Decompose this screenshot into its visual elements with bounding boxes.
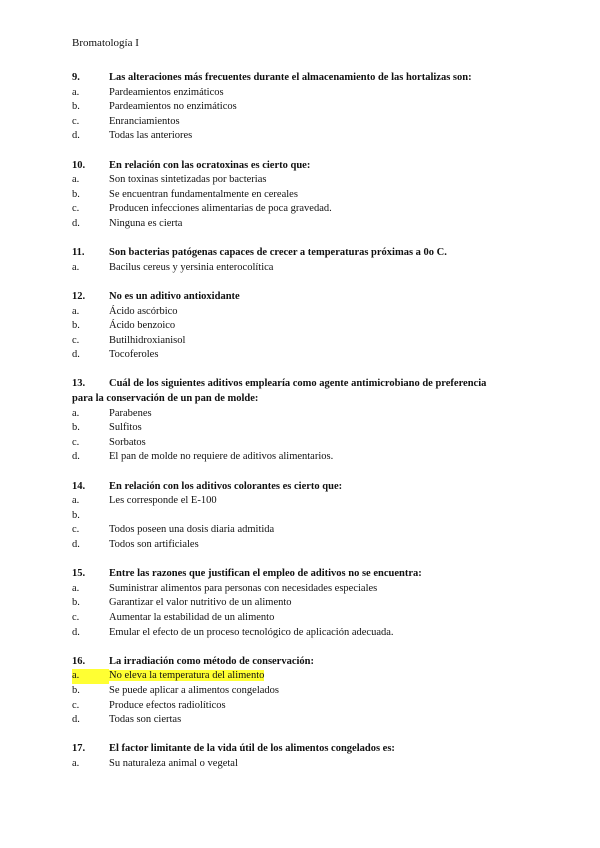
- option-letter: d.: [72, 626, 80, 638]
- option-letter: a.: [72, 86, 80, 98]
- question-number: 10.: [72, 159, 86, 171]
- option-text: [109, 669, 542, 684]
- question-text: Cuál de los siguientes aditivos emplearía como agente antimicrobiano de preferencia: [109, 378, 487, 390]
- option-letter: c.: [72, 115, 80, 127]
- answer-option: [72, 450, 542, 465]
- answer-option: [72, 202, 542, 217]
- option-letter: b.: [72, 320, 80, 332]
- option-letter: d.: [72, 714, 80, 726]
- question-text-continued: para la conservación de un pan de molde:: [72, 393, 259, 405]
- option-text: Parabenes: [109, 407, 152, 419]
- option-letter: a.: [72, 582, 80, 594]
- option-letter: d.: [72, 539, 80, 550]
- option-letter: a.: [72, 407, 80, 419]
- option-letter: a.: [72, 495, 80, 507]
- option-text: El pan de molde no requiere de aditivos alimentarios.: [109, 451, 334, 463]
- answer-option: [72, 699, 542, 714]
- option-letter: c.: [72, 699, 80, 711]
- option-text: Produce efectos radiolíticos: [109, 699, 226, 711]
- option-text: Butilhidroxianisol: [109, 334, 186, 346]
- answer-option: [72, 334, 542, 349]
- option-text: Ninguna es cierta: [109, 217, 183, 229]
- option-letter: b.: [72, 422, 80, 434]
- question-block: [72, 377, 542, 465]
- question-text: En relación con los aditivos colorantes es cierto que:: [109, 480, 343, 492]
- option-letter: c.: [72, 203, 80, 215]
- option-letter: d.: [72, 130, 80, 142]
- answer-option: [72, 596, 542, 611]
- option-letter: b.: [72, 509, 80, 521]
- answer-option: [72, 129, 542, 144]
- question-block: [72, 290, 542, 363]
- question-text: Las alteraciones más frecuentes durante el almacenamiento de las hortalizas son:: [109, 72, 472, 83]
- question-number: 15.: [72, 568, 86, 580]
- answer-option: [72, 494, 542, 509]
- option-text: Todos poseen una dosis diaria admitida: [109, 524, 275, 536]
- question-text: Entre las razones que justifican el empleo de aditivos no se encuentra:: [109, 568, 422, 580]
- option-letter: a.: [72, 305, 80, 317]
- option-letter: d.: [72, 451, 80, 463]
- option-letter: a.: [72, 757, 80, 769]
- option-text: Sorbatos: [109, 436, 146, 448]
- option-letter: a.: [72, 174, 80, 186]
- option-text: Se encuentran fundamentalmente en cereales: [109, 188, 298, 200]
- option-text: Se puede aplicar a alimentos congelados: [109, 684, 279, 696]
- question-number: 17.: [72, 743, 86, 755]
- question-list: [72, 71, 542, 786]
- answer-option: [72, 261, 542, 276]
- question-block: [72, 159, 542, 232]
- option-text: Pardeamientos no enzimáticos: [109, 101, 237, 113]
- option-text: Aumentar la estabilidad de un alimento: [109, 611, 275, 623]
- answer-option: [72, 611, 542, 626]
- question-line: [72, 742, 542, 757]
- option-text: Pardeamientos enzimáticos: [109, 86, 224, 98]
- option-text: Les corresponde el E-100: [109, 495, 217, 507]
- answer-option: [72, 684, 542, 699]
- question-block: [72, 71, 542, 144]
- question-block: [72, 655, 542, 728]
- answer-option: [72, 188, 542, 203]
- question-block: [72, 567, 542, 640]
- question-block: [72, 246, 542, 275]
- question-block: [72, 742, 542, 771]
- option-text: Garantizar el valor nutritivo de un alimento: [109, 597, 292, 609]
- option-letter: b.: [72, 188, 80, 200]
- question-text: No es un aditivo antioxidante: [109, 290, 240, 302]
- answer-option: [72, 582, 542, 597]
- answer-option: [72, 538, 542, 553]
- question-line: [72, 480, 542, 495]
- option-letter: a.: [72, 261, 80, 273]
- option-text: Todas las anteriores: [109, 130, 193, 142]
- answer-option: [72, 713, 542, 728]
- question-line: [72, 246, 542, 261]
- question-text: La irradiación como método de conservación:: [109, 655, 315, 667]
- answer-option: [72, 757, 542, 772]
- document-header: Bromatología I: [72, 37, 139, 49]
- question-number: 14.: [72, 480, 86, 492]
- option-text: Ácido benzoico: [109, 320, 176, 332]
- option-letter: c.: [72, 524, 80, 536]
- answer-option: [72, 305, 542, 320]
- question-line: [72, 655, 542, 670]
- option-letter: b.: [72, 101, 80, 113]
- answer-option: [72, 407, 542, 422]
- question-number: 13.: [72, 378, 86, 390]
- question-line: [72, 377, 542, 392]
- answer-option: [72, 421, 542, 436]
- question-line: [72, 159, 542, 174]
- option-letter: b.: [72, 597, 80, 609]
- option-text: Sulfitos: [109, 422, 142, 434]
- option-text: Ácido ascórbico: [109, 305, 178, 317]
- answer-option: [72, 217, 542, 232]
- question-number: 9.: [72, 72, 80, 83]
- option-letter: d.: [72, 217, 80, 229]
- option-text: Son toxinas sintetizadas por bacterias: [109, 174, 267, 186]
- question-number: 16.: [72, 655, 86, 667]
- option-letter: d.: [72, 349, 80, 361]
- answer-option: [72, 669, 542, 684]
- answer-option: [72, 509, 542, 524]
- answer-option: [72, 319, 542, 334]
- question-text: Son bacterias patógenas capaces de crecer a temperaturas próximas a 0o C.: [109, 247, 447, 259]
- question-line: [72, 567, 542, 582]
- answer-option: [72, 100, 542, 115]
- question-number: 12.: [72, 290, 86, 302]
- option-text: Todos son artificiales: [109, 539, 199, 550]
- option-letter: c.: [72, 611, 80, 623]
- option-text: Producen infecciones alimentarias de poca gravedad.: [109, 203, 332, 215]
- option-letter: a.: [72, 669, 109, 684]
- question-block: [72, 480, 542, 553]
- option-text: Enranciamientos: [109, 115, 180, 127]
- option-text: Tocoferoles: [109, 349, 159, 361]
- question-line: [72, 71, 542, 86]
- answer-option: [72, 115, 542, 130]
- option-text: Emular el efecto de un proceso tecnológico de aplicación adecuada.: [109, 626, 394, 638]
- answer-option: [72, 523, 542, 538]
- option-letter: b.: [72, 684, 80, 696]
- highlighted-answer: No eleva la temperatura del alimento: [109, 670, 265, 682]
- question-number: 11.: [72, 247, 85, 259]
- answer-option: [72, 348, 542, 363]
- option-text: Suministrar alimentos para personas con necesidades especiales: [109, 582, 378, 594]
- question-text: El factor limitante de la vida útil de los alimentos congelados es:: [109, 743, 395, 755]
- option-text: Todas son ciertas: [109, 714, 182, 726]
- option-text: Bacilus cereus y yersinia enterocolítica: [109, 261, 274, 273]
- option-letter: c.: [72, 334, 80, 346]
- option-text: [109, 509, 542, 524]
- answer-option: [72, 436, 542, 451]
- answer-option: [72, 86, 542, 101]
- option-text: Su naturaleza animal o vegetal: [109, 757, 238, 769]
- option-letter: c.: [72, 436, 80, 448]
- question-line: [72, 290, 542, 305]
- answer-option: [72, 626, 542, 641]
- question-text: En relación con las ocratoxinas es cierto que:: [109, 159, 311, 171]
- answer-option: [72, 173, 542, 188]
